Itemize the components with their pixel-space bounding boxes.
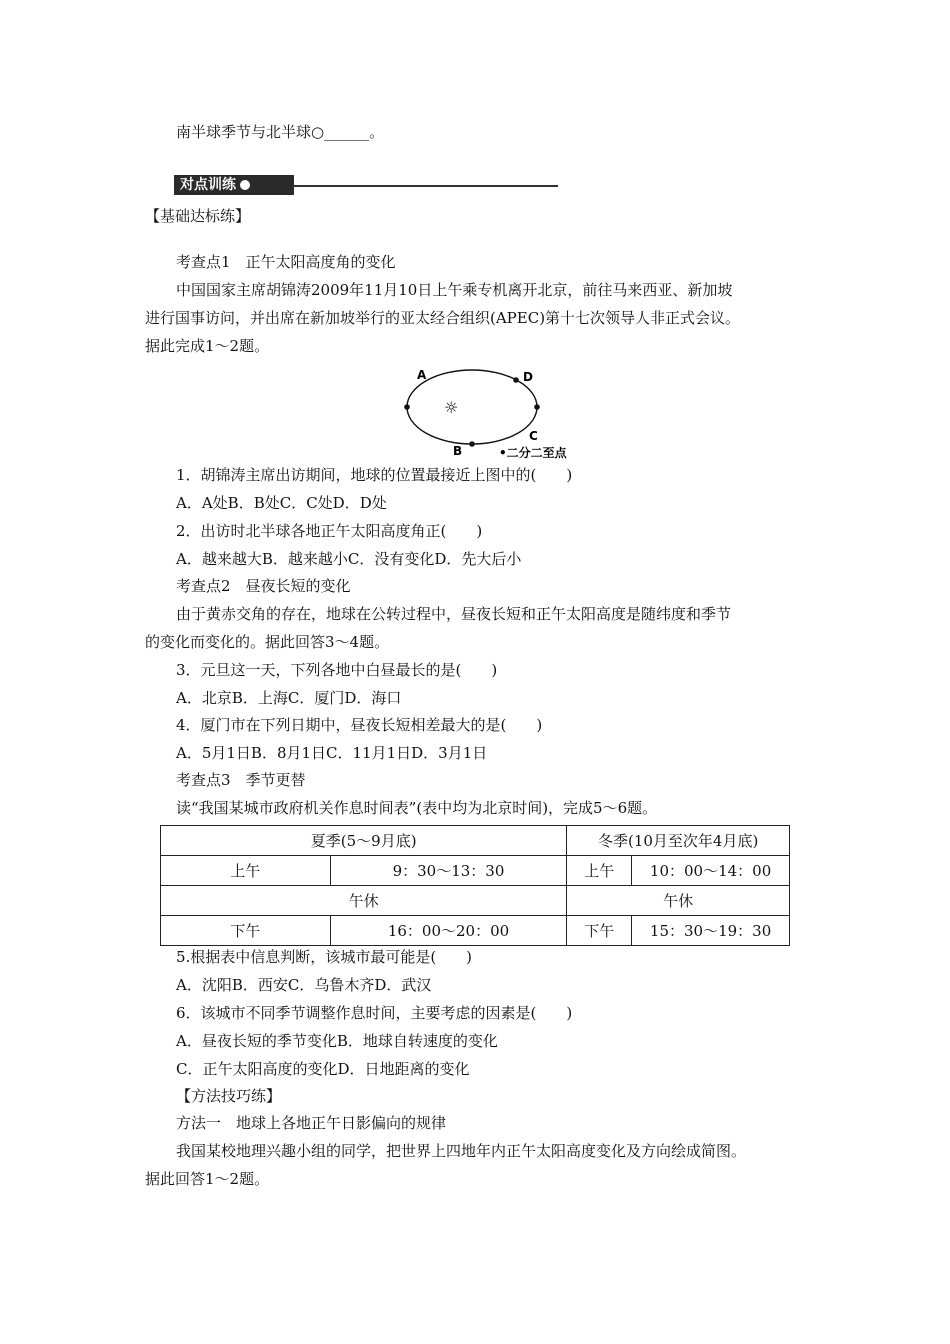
winter-am-label: 上午 [567, 856, 632, 886]
q6: 6．该城市不同季节调整作息时间，主要考虑的因素是( ) [176, 1004, 573, 1022]
q5-options: A．沈阳B．西安C．乌鲁木齐D．武汉 [176, 976, 432, 994]
intro1-line2: 进行国事访问，并出席在新加坡举行的亚太经合组织(APEC)第十七次领导人非正式会议。 [145, 309, 741, 327]
intro3: 读“我国某城市政府机关作息时间表”(表中均为北京时间)，完成5～6题。 [176, 799, 658, 817]
intro1-line1: 中国国家主席胡锦涛2009年11月10日上午乘专机离开北京，前往马来西亚、新加坡 [176, 281, 733, 299]
q2: 2．出访时北半球各地正午太阳高度角正( ) [176, 522, 483, 540]
q5: 5.根据表中信息判断，该城市最可能是( ) [176, 948, 473, 966]
point-a-dot [404, 404, 410, 410]
winter-pm-label: 下午 [567, 916, 632, 946]
q3-options: A．北京B．上海C．厦门D．海口 [176, 689, 402, 707]
table-row [161, 826, 790, 856]
intro4-line2: 据此回答1～2题。 [145, 1170, 270, 1188]
banner-label: 对点训练 [180, 177, 236, 193]
winter-header: 冬季(10月至次年4月底) [567, 826, 790, 856]
summer-header: 夏季(5～9月底) [161, 826, 567, 856]
intro1-line3: 据此完成1～2题。 [145, 337, 270, 355]
intro2-line1: 由于黄赤交角的存在，地球在公转过程中，昼夜长短和正午太阳高度是随纬度和季节 [176, 605, 732, 623]
summer-pm-label: 下午 [161, 916, 331, 946]
method1-title: 方法一 地球上各地正午日影偏向的规律 [176, 1114, 447, 1132]
intro4-line1: 我国某校地理兴趣小组的同学，把世界上四地年内正午太阳高度变化及方向绘成简图。 [176, 1142, 747, 1160]
winter-pm-time: 15：30～19：30 [632, 916, 790, 946]
winter-am-time: 10：00～14：00 [632, 856, 790, 886]
table-row [161, 886, 790, 916]
point-c-dot [534, 404, 540, 410]
point1-title: 考查点1 正午太阳高度角的变化 [176, 253, 396, 271]
summer-am-time: 9：30～13：30 [330, 856, 567, 886]
bullet-icon [240, 180, 250, 190]
q6-options-ab: A．昼夜长短的季节变化B．地球自转速度的变化 [176, 1032, 498, 1050]
legend-text: •二分二至点 [499, 446, 567, 460]
winter-noon: 午休 [567, 886, 790, 916]
q2-options: A．越来越大B．越来越小C．没有变化D．先大后小 [176, 550, 522, 568]
label-d: D [523, 370, 533, 384]
section-method: 【方法技巧练】 [176, 1087, 282, 1105]
label-a: A [417, 368, 427, 382]
table-row [161, 916, 790, 946]
q4: 4．厦门市在下列日期中，昼夜长短相差最大的是( ) [176, 716, 543, 734]
top-line: 南半球季节与北半球○______。 [176, 123, 385, 141]
banner-rule [292, 185, 558, 187]
intro2-line2: 的变化而变化的。据此回答3～4题。 [145, 633, 390, 651]
q1-options: A．A处B．B处C．C处D．D处 [176, 494, 387, 512]
point3-title: 考查点3 季节更替 [176, 771, 306, 789]
section-banner [174, 175, 294, 195]
orbit-diagram [395, 362, 615, 460]
table-row [161, 856, 790, 886]
q3: 3．元旦这一天，下列各地中白昼最长的是( ) [176, 661, 498, 679]
summer-pm-time: 16：00～20：00 [330, 916, 567, 946]
schedule-table [160, 825, 790, 946]
point2-title: 考查点2 昼夜长短的变化 [176, 577, 351, 595]
point-b-dot [469, 441, 475, 447]
label-c: C [529, 429, 538, 443]
q1: 1．胡锦涛主席出访期间，地球的位置最接近上图中的( ) [176, 466, 573, 484]
summer-am-label: 上午 [161, 856, 331, 886]
summer-noon: 午休 [161, 886, 567, 916]
label-b: B [453, 444, 463, 458]
q6-options-cd: C．正午太阳高度的变化D．日地距离的变化 [176, 1060, 470, 1078]
point-d-dot [513, 377, 519, 383]
q4-options: A．5月1日B．8月1日C．11月1日D．3月1日 [176, 744, 488, 762]
sun-icon: ☼ [444, 398, 459, 417]
section-basic: 【基础达标练】 [145, 207, 251, 225]
